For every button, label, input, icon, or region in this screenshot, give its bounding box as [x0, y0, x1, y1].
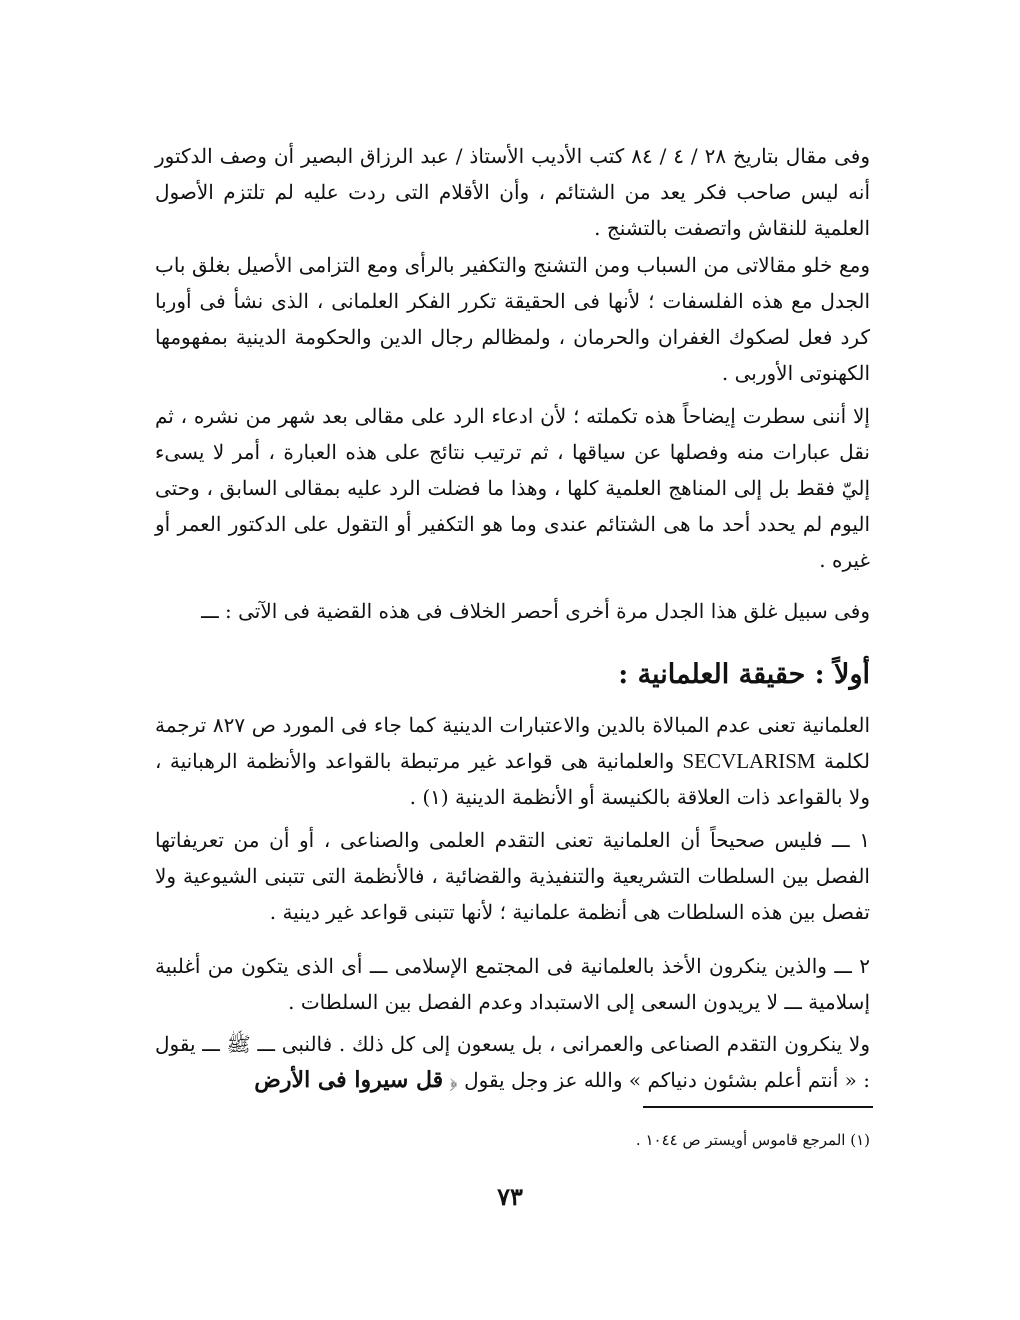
- footnote: (١) المرجع قاموس أويستر ص ١٠٤٤ .: [635, 1131, 870, 1149]
- paragraph-8: [155, 1026, 870, 1098]
- paragraph-2-text: ومع خلو مقالاتى من السباب ومن التشنج والتكفير بالرأى ومع التزامى الأصيل بغلق باب الجدل مع هذه الفلسفات ؛ لأنها فى الحقيقة تكرر الفكر العلمانى ، الذى نشأ فى أوربا كرد فعل لصكوك الغفران والحرمان ، ولمظالم رجال الدين والحكومة الدينية بمفهومها الكهنوتى الأوربى .: [155, 253, 870, 385]
- paragraph-6-text: ١ ـــ فليس صحيحاً أن العلمانية تعنى التقدم العلمى والصناعى ، أو أن من تعريفاتها الفصل بين السلطات التشريعية والتنفيذية والقضائية ، فالأنظمة التى تتبنى الشيوعية ولا تفصل بين هذه السلطات هى أنظمة علمانية ؛ لأنها تتبنى قواعد غير دينية .: [155, 828, 870, 924]
- paragraph-5: [155, 707, 870, 815]
- section-heading: أولاً : حقيقة العلمانية :: [618, 659, 870, 690]
- paragraph-5-part-b: والعلمانية هى قواعد غير مرتبطة بالقواعد والأنظمة الرهبانية ، ولا بالقواعد ذات العلاقة بالكنيسة أو الأنظمة الدينية (١) .: [155, 749, 870, 809]
- paragraph-8-part-a: ولا ينكرون التقدم الصناعى والعمرانى ، بل يسعون إلى كل ذلك . فالنبى ـــ ﷺ ـــ يقول : « أنتم أعلم بشئون دنياكم » والله عز وجل يقول ﴿: [155, 1032, 870, 1092]
- paragraph-3-text: إلا أننى سطرت إيضاحاً هذه تكملته ؛ لأن ادعاء الرد على مقالى بعد شهر من نشره ، ثم نقل عبارات منه وفصلها عن سياقها ، ثم ترتيب نتائج على هذه العبارة ، أمر لا يسىء إليّ فقط بل إلى المناهج العلمية كلها ، وهذا ما فضلت الرد عليه بمقالى السابق ، وحتى اليوم لم يحدد أحد ما هى الشتائم عندى وما هو التكفير أو التقول على الدكتور العمر أو غيره .: [155, 404, 870, 572]
- paragraph-3: [155, 398, 870, 578]
- paragraph-2: [155, 247, 870, 391]
- footnote-divider: [643, 1106, 873, 1108]
- page-number: ٧٣: [497, 1182, 523, 1211]
- paragraph-1-text: وفى مقال بتاريخ ٢٨ / ٤ / ٨٤ كتب الأديب الأستاذ / عبد الرزاق البصير أن وصف الدكتور أنه ليس صاحب فكر يعد من الشتائم ، وأن الأقلام التى ردت عليه لم تلتزم الأصول العلمية للنقاش واتصفت بالتشنج .: [155, 144, 871, 240]
- paragraph-5-part-a: العلمانية تعنى عدم المبالاة بالدين والاعتبارات الدينية كما جاء فى المورد ص ٨٢٧ ترجمة لكلمة: [155, 713, 870, 773]
- paragraph-8-text: [155, 1026, 870, 1098]
- paragraph-7-text: ٢ ـــ والذين ينكرون الأخذ بالعلمانية فى المجتمع الإسلامى ـــ أى الذى يتكون من أغلبية إسلامية ـــ لا يريدون السعى إلى الاستبداد وعدم الفصل بين السلطات .: [155, 954, 870, 1014]
- paragraph-4-text: وفى سبيل غلق هذا الجدل مرة أخرى أحصر الخلاف فى هذه القضية فى الآتى : ـــ: [201, 599, 870, 623]
- paragraph-6: [155, 822, 870, 930]
- secularism-term: SECVLARISM: [682, 749, 816, 773]
- quran-quote: قل سيروا فى الأرض: [254, 1067, 444, 1093]
- paragraph-7: [155, 948, 870, 1020]
- paragraph-5-text: [155, 707, 870, 815]
- paragraph-4: [155, 593, 870, 629]
- paragraph-1: [155, 138, 870, 246]
